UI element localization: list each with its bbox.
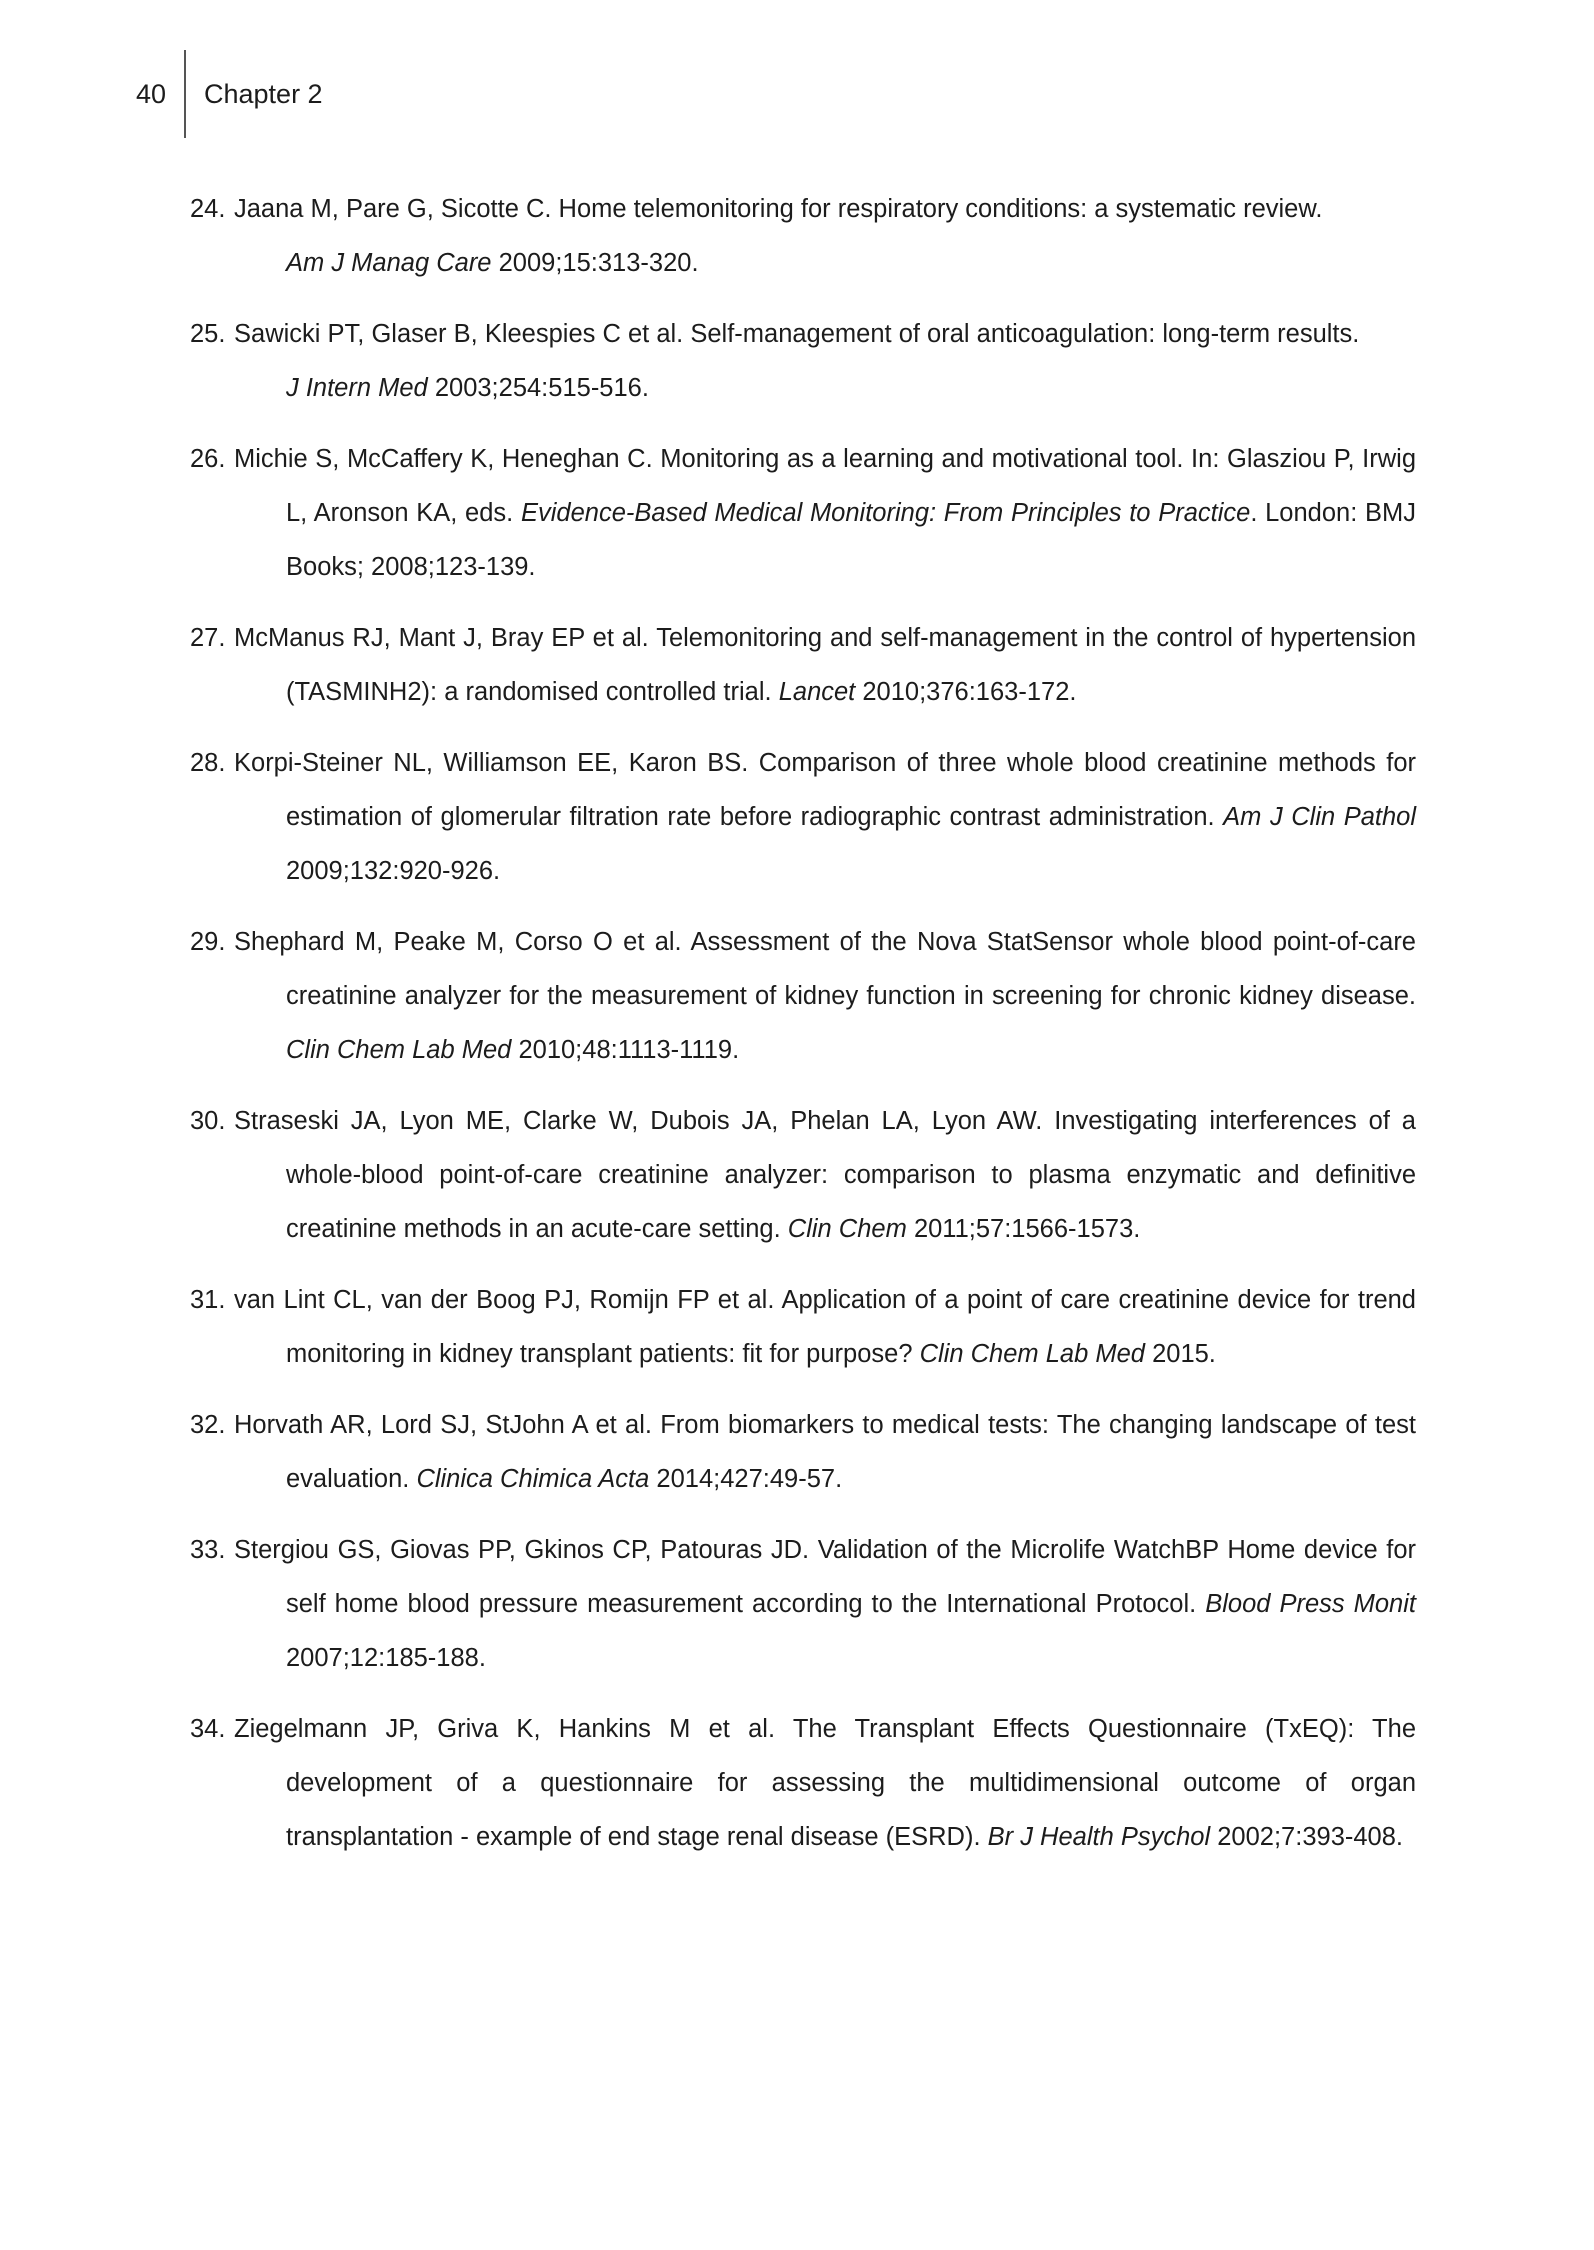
reference-text: Korpi-Steiner NL, Williamson EE, Karon BS. Comparison of three whole blood creatinine methods for estimation of glomerular filtration rate before radiographic contrast administration. (234, 749, 1416, 831)
chapter-title: Chapter 2 (204, 79, 323, 109)
reference-number: 28. (190, 749, 226, 777)
reference-text: Sawicki PT, Glaser B, Kleespies C et al. Self-management of oral anticoagulation: long-term results. (234, 320, 1360, 348)
reference-citation: 2009;132:920-926. (286, 857, 501, 885)
reference-item (190, 1273, 1416, 1381)
reference-number: 33. (190, 1536, 226, 1564)
reference-number: 31. (190, 1286, 226, 1314)
reference-item (190, 736, 1416, 898)
reference-citation: . London: BMJ Books; 2008;123-139. (286, 499, 1416, 581)
reference-text: McManus RJ, Mant J, Bray EP et al. Telemonitoring and self-management in the control of hypertension (TASMINH2): a randomised controlled trial. (234, 624, 1416, 706)
reference-item (190, 1094, 1416, 1256)
reference-text: Jaana M, Pare G, Sicotte C. Home telemonitoring for respiratory conditions: a systematic review. (234, 195, 1323, 223)
reference-number: 24. (190, 195, 226, 223)
reference-text: Michie S, McCaffery K, Heneghan C. Monitoring as a learning and motivational tool. In: Glasziou P, Irwig L, Aronson KA, eds. (234, 445, 1416, 527)
reference-citation: 2010;376:163-172. (862, 678, 1077, 706)
header-divider (184, 50, 186, 138)
reference-item (190, 432, 1416, 594)
reference-text: van Lint CL, van der Boog PJ, Romijn FP et al. Application of a point of care creatinine device for trend monitoring in kidney transplant patients: fit for purpose? (234, 1286, 1416, 1368)
journal-name: Br J Health Psychol (987, 1823, 1211, 1851)
reference-item (190, 307, 1416, 415)
reference-text: Ziegelmann JP, Griva K, Hankins M et al. The Transplant Effects Questionnaire (TxEQ): The development of a questionnaire for assessing the multidimensional outcome of organ transplantation - example of end stage renal disease (ESRD). (234, 1715, 1416, 1851)
reference-item (190, 611, 1416, 719)
reference-number: 30. (190, 1107, 226, 1135)
reference-number: 34. (190, 1715, 226, 1743)
reference-number: 29. (190, 928, 226, 956)
journal-name: Clin Chem (787, 1215, 907, 1243)
reference-text: Stergiou GS, Giovas PP, Gkinos CP, Patouras JD. Validation of the Microlife WatchBP Home device for self home blood pressure measurement according to the International Protocol. (234, 1536, 1416, 1618)
reference-citation: 2007;12:185-188. (286, 1644, 486, 1672)
reference-text: Straseski JA, Lyon ME, Clarke W, Dubois JA, Phelan LA, Lyon AW. Investigating interferences of a whole-blood point-of-care creatinine analyzer: comparison to plasma enzymatic and definitive creatinine methods in an acute-care setting. (234, 1107, 1416, 1243)
journal-name: Clin Chem Lab Med (919, 1340, 1145, 1368)
reference-number: 32. (190, 1411, 226, 1439)
journal-name: J Intern Med (286, 374, 428, 402)
reference-citation: 2009;15:313-320. (498, 249, 699, 277)
reference-citation: 2002;7:393-408. (1217, 1823, 1403, 1851)
reference-item (190, 1523, 1416, 1685)
reference-citation: 2014;427:49-57. (656, 1465, 843, 1493)
reference-number: 26. (190, 445, 226, 473)
reference-item (190, 1702, 1416, 1864)
page-header (0, 50, 1594, 140)
reference-citation: 2003;254:515-516. (434, 374, 649, 402)
reference-text: Horvath AR, Lord SJ, StJohn A et al. From biomarkers to medical tests: The changing landscape of test evaluation. (234, 1411, 1416, 1493)
journal-name: Blood Press Monit (1205, 1590, 1416, 1618)
page-number: 40 (136, 79, 167, 109)
reference-item (190, 1398, 1416, 1506)
journal-name: Clinica Chimica Acta (416, 1465, 650, 1493)
reference-text: Shephard M, Peake M, Corso O et al. Assessment of the Nova StatSensor whole blood point-of-care creatinine analyzer for the measurement of kidney function in screening for chronic kidney disease. (234, 928, 1416, 1010)
reference-citation: 2015. (1152, 1340, 1216, 1368)
journal-name: Am J Clin Pathol (1223, 803, 1417, 831)
journal-name: Lancet (778, 678, 856, 706)
journal-name: Evidence-Based Medical Monitoring: From Principles to Practice (520, 499, 1251, 527)
reference-citation: 2010;48:1113-1119. (518, 1036, 740, 1064)
journal-name: Clin Chem Lab Med (286, 1036, 512, 1064)
reference-item (190, 182, 1416, 290)
journal-name: Am J Manag Care (286, 249, 492, 277)
reference-citation: 2011;57:1566-1573. (913, 1215, 1141, 1243)
reference-list (190, 182, 1416, 1881)
reference-item (190, 915, 1416, 1077)
reference-number: 25. (190, 320, 226, 348)
reference-number: 27. (190, 624, 226, 652)
